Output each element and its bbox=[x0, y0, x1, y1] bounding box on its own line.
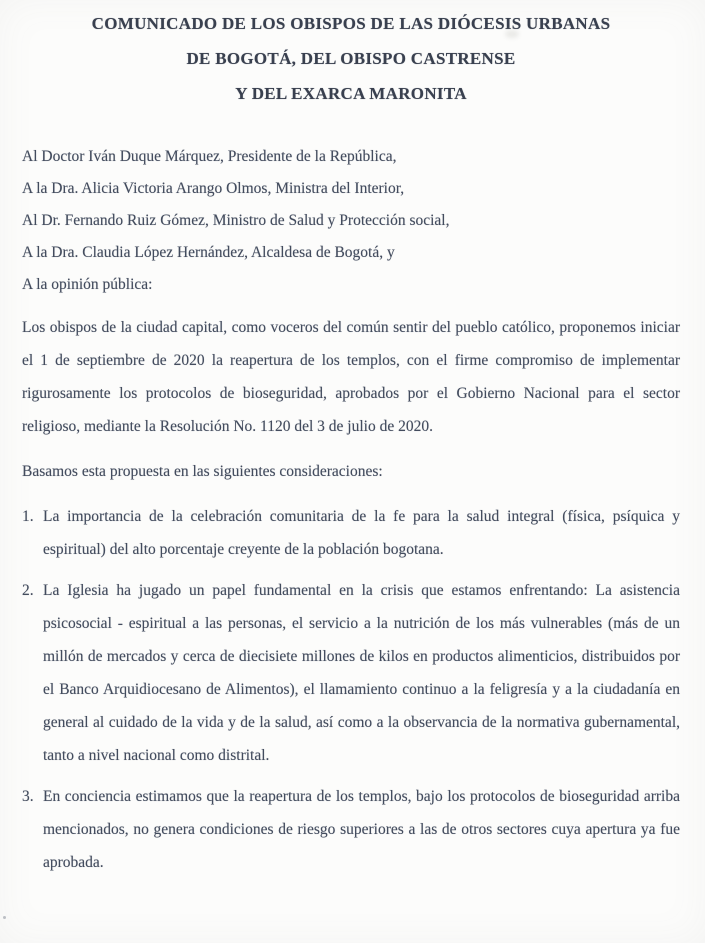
document-title-line-3: Y DEL EXARCA MARONITA bbox=[235, 84, 467, 103]
recipient-line-interior-minister: A la Dra. Alicia Victoria Arango Olmos, Ministra del Interior, bbox=[22, 180, 405, 197]
list-item-text: La Iglesia ha jugado un papel fundamental en la crisis que estamos enfrentando: La asistencia psicosocial - espiritual a las personas, el servicio a la nutrición de los más vulnerables (más de un millón de mercados y cerca de diecisiete millones de kilos en productos alimenticios, distribuidos por el Banco Arquidiocesano de Alimentos), el llamamiento continuo a la feligresía y a la ciudadanía en general al cuidado de la vida y de la salud, así como a la observancia de la normativa gubernamental, tanto a nivel nacional como distrital. bbox=[43, 582, 680, 764]
list-item bbox=[22, 574, 680, 772]
recipient-line-health-minister: Al Dr. Fernando Ruiz Gómez, Ministro de Salud y Protección social, bbox=[22, 212, 450, 229]
scan-artifact-smudge bbox=[505, 30, 519, 38]
list-item bbox=[22, 780, 680, 879]
scan-artifact-dot bbox=[3, 916, 6, 919]
document-title-line-1: COMUNICADO DE LOS OBISPOS DE LAS DIÓCESIS URBANAS bbox=[91, 14, 611, 33]
considerations-list bbox=[22, 500, 680, 879]
list-item-number: 2. bbox=[22, 582, 34, 599]
recipient-line-public-opinion: A la opinión pública: bbox=[22, 276, 153, 293]
proposal-paragraph: Los obispos de la ciudad capital, como voceros del común sentir del pueblo católico, proponemos iniciar el 1 de septiembre de 2020 la reapertura de los templos, con el firme compromiso de implementar rigurosamente los protocolos de bioseguridad, aprobados por el Gobierno Nacional para el sector religioso, mediante la Resolución No. 1120 del 3 de julio de 2020. bbox=[22, 319, 680, 435]
list-item-text: En conciencia estimamos que la reapertura de los templos, bajo los protocolos de bioseguridad arriba mencionados, no genera condiciones de riesgo superiores a las de otros sectores cuya apertura ya fue aprobada. bbox=[43, 788, 680, 871]
considerations-intro: Basamos esta propuesta en las siguientes consideraciones: bbox=[22, 463, 383, 480]
recipient-line-president: Al Doctor Iván Duque Márquez, Presidente de la República, bbox=[22, 148, 397, 165]
list-item bbox=[22, 500, 680, 566]
recipient-list bbox=[22, 141, 680, 301]
list-item-number: 1. bbox=[22, 508, 34, 525]
list-item-number: 3. bbox=[22, 788, 34, 805]
list-item-text: La importancia de la celebración comunitaria de la fe para la salud integral (física, psíquica y espiritual) del alto porcentaje creyente de la población bogotana. bbox=[43, 508, 680, 558]
recipient-line-mayor: A la Dra. Claudia López Hernández, Alcaldesa de Bogotá, y bbox=[22, 244, 395, 261]
document-title-line-2: DE BOGOTÁ, DEL OBISPO CASTRENSE bbox=[186, 49, 516, 68]
document-title bbox=[22, 6, 680, 111]
